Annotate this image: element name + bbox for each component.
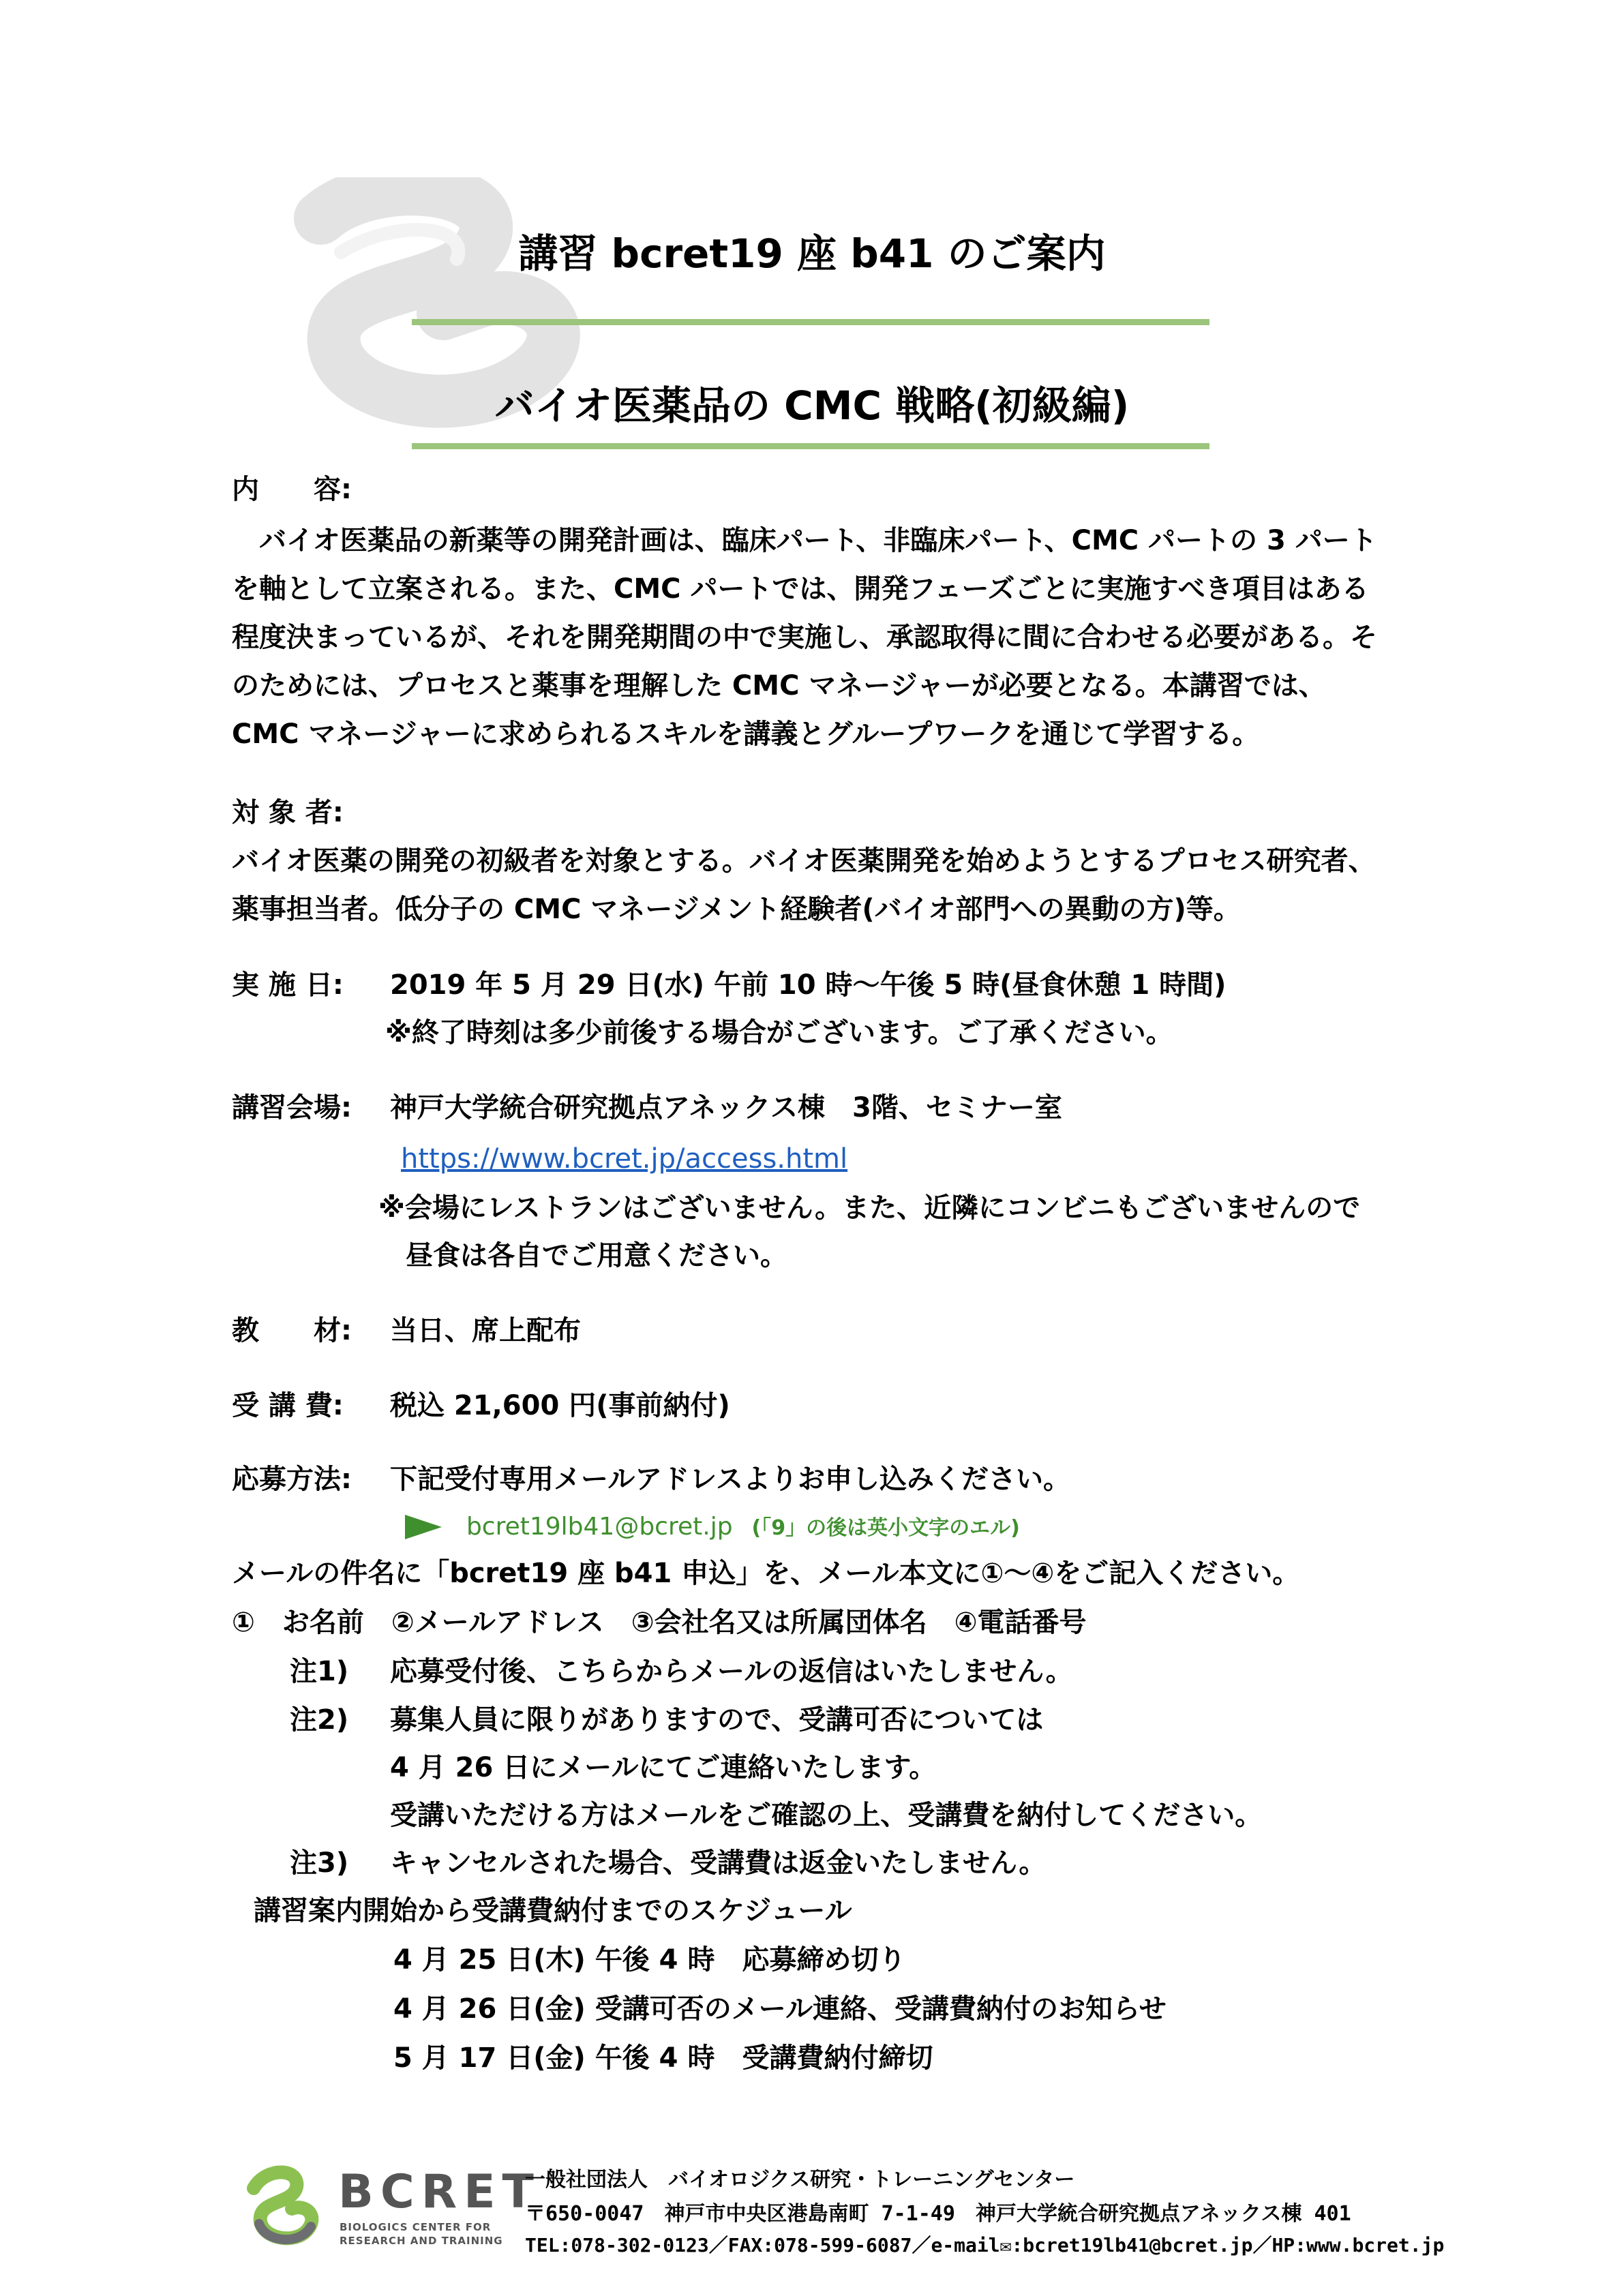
- footer-address: 〒650-0047 神戸市中央区港島南町 7-1-49 神戸大学統合研究拠点アネックス棟 401: [525, 2202, 1351, 2226]
- venue-access-link[interactable]: https://www.bcret.jp/access.html: [401, 1143, 848, 1175]
- note3-text: キャンセルされた場合、受講費は返金いたしません。: [390, 1847, 1047, 1879]
- target-label: 対 象 者:: [232, 797, 344, 828]
- date-value: 2019 年 5 月 29 日(水) 午前 10 時～午後 5 時(昼食休憩 1 時間): [390, 969, 1227, 1001]
- apply-email[interactable]: bcret19lb41@bcret.jp: [466, 1513, 733, 1541]
- note2-label: 注2): [290, 1704, 349, 1736]
- content-label: 内 容:: [232, 474, 352, 505]
- page-title: 講習 bcret19 座 b41 のご案内: [518, 230, 1106, 277]
- bcret-logo-sub-1: BIOLOGICS CENTER FOR: [340, 2221, 492, 2233]
- note2-line3: 受講いただける方はメールをご確認の上、受講費を納付してください。: [390, 1800, 1263, 1831]
- footer-org: 一般社団法人 バイオロジクス研究・トレーニングセンター: [525, 2168, 1075, 2192]
- materials-label: 教 材:: [232, 1315, 352, 1346]
- apply-subject-line: メールの件名に「bcret19 座 b41 申込」を、メール本文に①～④をご記入ください。: [232, 1558, 1300, 1589]
- bcret-logo-icon: [239, 2161, 327, 2250]
- note1-label: 注1): [290, 1656, 349, 1687]
- bcret-logo-sub-2: RESEARCH AND TRAINING: [340, 2235, 503, 2247]
- note3-label: 注3): [290, 1847, 349, 1879]
- apply-fields: ① お名前 ②メールアドレス ③会社名又は所属団体名 ④電話番号: [232, 1607, 1087, 1638]
- fee-value: 税込 21,600 円(事前納付): [390, 1390, 730, 1421]
- date-note: ※終了時刻は多少前後する場合がございます。ご了承ください。: [385, 1017, 1173, 1048]
- apply-label: 応募方法:: [232, 1464, 352, 1495]
- note1-text: 応募受付後、こちらからメールの返信はいたしません。: [390, 1656, 1073, 1687]
- materials-value: 当日、席上配布: [390, 1315, 581, 1346]
- footer-contact: TEL:078-302-0123／FAX:078-599-6087／e-mail✉:bcret19lb41@bcret.jp／HP:www.bcret.jp: [525, 2234, 1445, 2256]
- fee-label: 受 講 費:: [232, 1390, 344, 1421]
- venue-value: 神戸大学統合研究拠点アネックス棟 3階、セミナー室: [390, 1092, 1062, 1123]
- page-subtitle: バイオ医薬品の CMC 戦略(初級編): [494, 382, 1130, 429]
- apply-email-note: (「9」の後は英小文字のエル): [751, 1516, 1020, 1540]
- arrow-right-icon: [404, 1513, 443, 1541]
- date-label: 実 施 日:: [232, 969, 344, 1001]
- schedule-item: 4 月 26 日(金) 受講可否のメール連絡、受講費納付のお知らせ: [393, 1993, 1167, 2025]
- target-text: バイオ医薬の開発の初級者を対象とする。バイオ医薬開発を始めようとするプロセス研究者、薬事担当者。低分子の CMC マネージメント経験者(バイオ部門への異動の方)等。: [232, 845, 1376, 925]
- content-text: バイオ医薬品の新薬等の開発計画は、臨床パート、非臨床パート、CMC パートの 3 パートを軸として立案される。また、CMC パートでは、開発フェーズごとに実施すべき項目はある程度決まっているが、それを開発期間の中で実施し、承認取得に間に合わせる必要がある。そのためには、プロセスと薬事を理解した CMC マネージャーが必要となる。本講習では、CMC マネージャーに求められるスキルを講義とグループワークを通じて学習する。: [232, 525, 1377, 750]
- title-rule-top: [412, 319, 1209, 325]
- venue-note-2: 昼食は各自でご用意ください。: [406, 1240, 787, 1271]
- apply-value: 下記受付専用メールアドレスよりお申し込みください。: [390, 1464, 1070, 1495]
- note2-text: 募集人員に限りがありますので、受講可否については: [390, 1704, 1044, 1736]
- bcret-logo-text: BCRET: [338, 2165, 541, 2219]
- schedule-item: 4 月 25 日(木) 午後 4 時 応募締め切り: [393, 1944, 906, 1976]
- title-rule-bottom: [412, 443, 1209, 449]
- venue-note-1: ※会場にレストランはございません。また、近隣にコンビニもございませんので: [378, 1192, 1361, 1224]
- schedule-heading: 講習案内開始から受講費納付までのスケジュール: [254, 1895, 852, 1927]
- venue-label: 講習会場:: [232, 1092, 352, 1123]
- note2-line2: 4 月 26 日にメールにてご連絡いたします。: [390, 1752, 937, 1783]
- schedule-item: 5 月 17 日(金) 午後 4 時 受講費納付締切: [393, 2042, 933, 2074]
